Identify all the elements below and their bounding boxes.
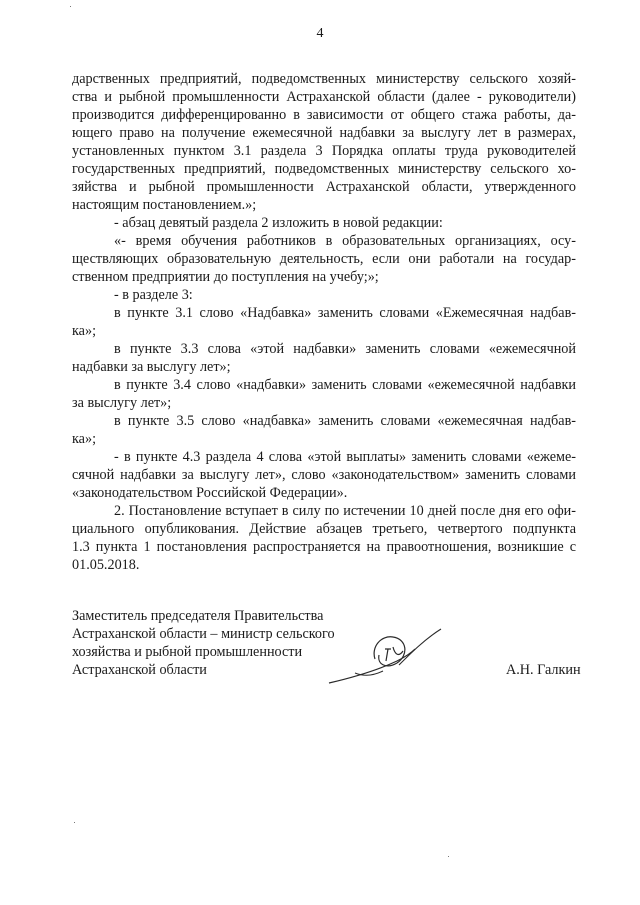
signer-title-line: Астраханской области – министр сельского xyxy=(72,626,335,642)
body-line: - в разделе 3: xyxy=(114,287,193,303)
body-line: «- время обучения работников в образовательных организациях, осу- xyxy=(114,233,576,249)
body-line: - абзац девятый раздела 2 изложить в новой редакции: xyxy=(114,215,443,231)
body-line: настоящим постановлением.»; xyxy=(72,197,257,213)
body-line: зяйства и рыбной промышленности Астраханской области, утвержденного xyxy=(72,179,576,195)
page-number: 4 xyxy=(316,26,324,41)
scan-speck xyxy=(74,822,75,823)
body-line: ществляющих образовательную деятельность, если они работали на государ- xyxy=(72,251,576,267)
body-line: ка»; xyxy=(72,323,97,339)
scan-speck xyxy=(448,856,449,857)
body-line: ющего право на получение ежемесячной надбавки за выслугу лет в размерах, xyxy=(72,125,576,141)
body-line: - в пункте 4.3 раздела 4 слова «этой выплаты» заменить словами «ежеме- xyxy=(114,449,576,465)
body-line: ка»; xyxy=(72,431,97,447)
scan-speck xyxy=(70,6,71,7)
body-line: сячной надбавки за выслугу лет», слово «законодательством» заменить словами xyxy=(72,467,576,483)
body-line: в пункте 3.5 слово «надбавка» заменить словами «ежемесячная надбав- xyxy=(114,413,576,429)
body-line: ства и рыбной промышленности Астраханской области (далее - руководители) xyxy=(72,89,576,105)
body-line: дарственных предприятий, подведомственных министерству сельского хозяй- xyxy=(72,71,576,87)
body-line: «законодательством Российской Федерации». xyxy=(72,485,348,501)
body-line: циального опубликования. Действие абзацев третьего, четвертого подпункта xyxy=(72,521,576,537)
signer-name: А.Н. Галкин xyxy=(506,662,581,678)
signer-title-line: хозяйства и рыбной промышленности xyxy=(72,644,303,660)
body-line: за выслугу лет»; xyxy=(72,395,172,411)
body-line: государственных предприятий, подведомственных министерству сельского хо- xyxy=(72,161,576,177)
handwritten-signature xyxy=(325,625,455,695)
body-line: производится дифференцированно в зависимости от общего стажа работы, да- xyxy=(72,107,576,123)
signer-title-line: Заместитель председателя Правительства xyxy=(72,608,324,624)
signer-title-line: Астраханской области xyxy=(72,662,207,678)
body-line: в пункте 3.4 слово «надбавки» заменить словами «ежемесячной надбавки xyxy=(114,377,576,393)
body-line: 01.05.2018. xyxy=(72,557,140,573)
body-line: в пункте 3.3 слова «этой надбавки» заменить словами «ежемесячной xyxy=(114,341,576,357)
body-line: 1.3 пункта 1 постановления распространяется на правоотношения, возникшие с xyxy=(72,539,576,555)
body-line: надбавки за выслугу лет»; xyxy=(72,359,231,375)
body-line: в пункте 3.1 слово «Надбавка» заменить словами «Ежемесячная надбав- xyxy=(114,305,576,321)
body-line: установленных пунктом 3.1 раздела 3 Порядка оплаты труда руководителей xyxy=(72,143,576,159)
body-line: ственном предприятии до поступления на учебу;»; xyxy=(72,269,379,285)
body-line: 2. Постановление вступает в силу по истечении 10 дней после дня его офи- xyxy=(114,503,576,519)
